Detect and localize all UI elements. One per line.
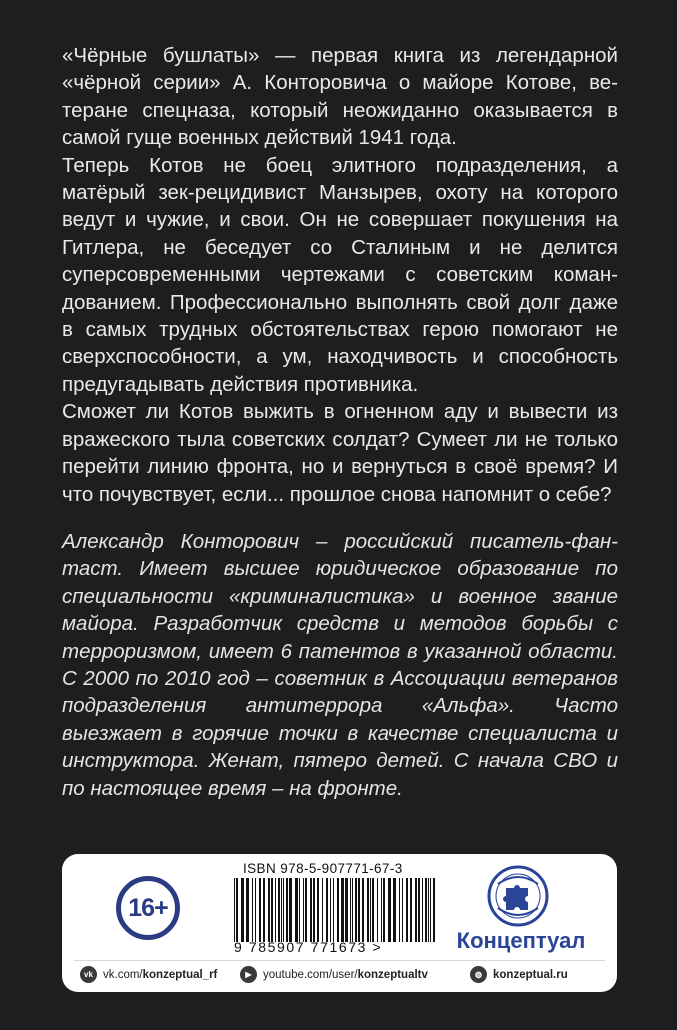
website-link[interactable] xyxy=(470,966,568,983)
barcode-bar xyxy=(372,878,374,942)
barcode-bar xyxy=(236,878,238,942)
barcode-bar xyxy=(415,878,417,942)
barcode-bar xyxy=(295,878,298,942)
barcode-bar xyxy=(271,878,273,942)
barcode-bar xyxy=(313,878,315,942)
barcode-bar xyxy=(388,878,391,942)
description-paragraph-3: Сможет ли Котов выжить в огненном аду и вывести из вражеского тыла советских солдат? Сумеет ли не только перейти линию фронта, но и вернуться в своё время? И что почувствует, если... прошлое снова напомнит о себе? xyxy=(62,400,618,506)
barcode-bar xyxy=(330,878,331,942)
barcode-bar xyxy=(358,878,360,942)
barcode-bar xyxy=(234,878,235,942)
barcode-bar xyxy=(352,878,353,942)
isbn-label: ISBN 978-5-907771-67-3 xyxy=(243,861,403,876)
barcode-bar xyxy=(281,878,282,942)
book-description xyxy=(62,42,618,508)
globe-icon: ◍ xyxy=(470,966,487,983)
barcode-bar xyxy=(322,878,323,942)
barcode-bar xyxy=(337,878,339,942)
barcode-bar xyxy=(345,878,348,942)
barcode-bar xyxy=(246,878,249,942)
youtube-icon: ▶ xyxy=(240,966,257,983)
website-link-text: konzeptual.ru xyxy=(493,968,568,981)
barcode-bar xyxy=(275,878,276,942)
vk-link[interactable] xyxy=(80,966,217,983)
barcode-bar xyxy=(377,878,378,942)
youtube-link[interactable] xyxy=(240,966,428,983)
panel-divider xyxy=(74,960,605,961)
barcode-bar xyxy=(428,878,429,942)
barcode-bar xyxy=(425,878,427,942)
barcode-bar xyxy=(383,878,385,942)
barcode-bar xyxy=(278,878,280,942)
age-rating-badge: 16+ xyxy=(116,876,180,940)
vk-icon: vk xyxy=(80,966,97,983)
barcode-bar xyxy=(355,878,357,942)
publisher-logo-icon xyxy=(486,864,550,928)
youtube-link-text: youtube.com/user/konzeptualtv xyxy=(263,968,428,981)
barcode-bar xyxy=(333,878,334,942)
barcode-bar xyxy=(367,878,369,942)
barcode-bar xyxy=(263,878,265,942)
barcode-bar xyxy=(259,878,261,942)
barcode-bar xyxy=(381,878,382,942)
barcode-bar xyxy=(370,878,371,942)
barcode-bar xyxy=(350,878,351,942)
barcode-bar xyxy=(252,878,253,942)
barcode-bar xyxy=(317,878,319,942)
barcode-bar xyxy=(433,878,435,942)
description-paragraph-2: Теперь Котов не боец элитного подразделения, а матёрый зек-рецидивист Манзырев, охоту на которого ведут и чужие, и свои. Он не совершает покушения на Гитлера, не беседует со Сталиным и не делится суперсовременными чертежами с советским командованием. Профессионально выполнять свой долг даже в самых трудных обстоятельствах герою помогают не сверхспособности, а ум, находчивость и способность предугадывать действия противника. xyxy=(62,153,618,396)
barcode-bar xyxy=(410,878,412,942)
author-bio xyxy=(62,528,618,802)
barcode-bar xyxy=(406,878,408,942)
barcode-digits: 9 785907 771673 > xyxy=(234,939,383,955)
vk-link-text: vk.com/konzeptual_rf xyxy=(103,968,218,981)
barcode-bar xyxy=(310,878,312,942)
barcode-bar xyxy=(255,878,256,942)
barcode-bar xyxy=(418,878,420,942)
barcode-image xyxy=(232,878,440,942)
barcode-bar xyxy=(289,878,292,942)
barcode-bar xyxy=(326,878,328,942)
author-bio-text: Александр Конторович – российский писатель-фантаст. Имеет высшее юридическое образование по специальности «криминалистика» и военное звание майора. Разработчик средств и методов борьбы с терроризмом, имеет 6 патентов в указанной области. С 2000 по 2010 год – советник в Ассоциации ветеранов подразделения антитеррора «Альфа». Часто выезжает в горячие точки в качестве специалиста и инструктора. Женат, пятеро детей. С начала СВО и по настоящее время – на фронте. xyxy=(62,530,618,800)
barcode-bar xyxy=(299,878,300,942)
description-paragraph-1: «Чёрные бушлаты» — первая книга из легендарной «чёрной серии» А. Конторовича о майоре Котове, ветеране спецназа, который неожиданно оказывается в самой гуще военных действий 1941 года. xyxy=(62,44,618,150)
barcode-bar xyxy=(422,878,423,942)
barcode-bar xyxy=(241,878,244,942)
barcode-bar xyxy=(399,878,400,942)
barcode-bar xyxy=(430,878,431,942)
barcode-bar xyxy=(341,878,344,942)
publisher-brand-name: Концептуал xyxy=(456,928,586,953)
barcode-bar xyxy=(286,878,288,942)
barcode-bar xyxy=(402,878,403,942)
barcode-bar xyxy=(268,878,270,942)
barcode-bar xyxy=(283,878,284,942)
info-panel xyxy=(62,854,617,992)
barcode-bar xyxy=(303,878,304,942)
barcode-bar xyxy=(305,878,307,942)
barcode-bar xyxy=(362,878,364,942)
barcode-bar xyxy=(393,878,396,942)
